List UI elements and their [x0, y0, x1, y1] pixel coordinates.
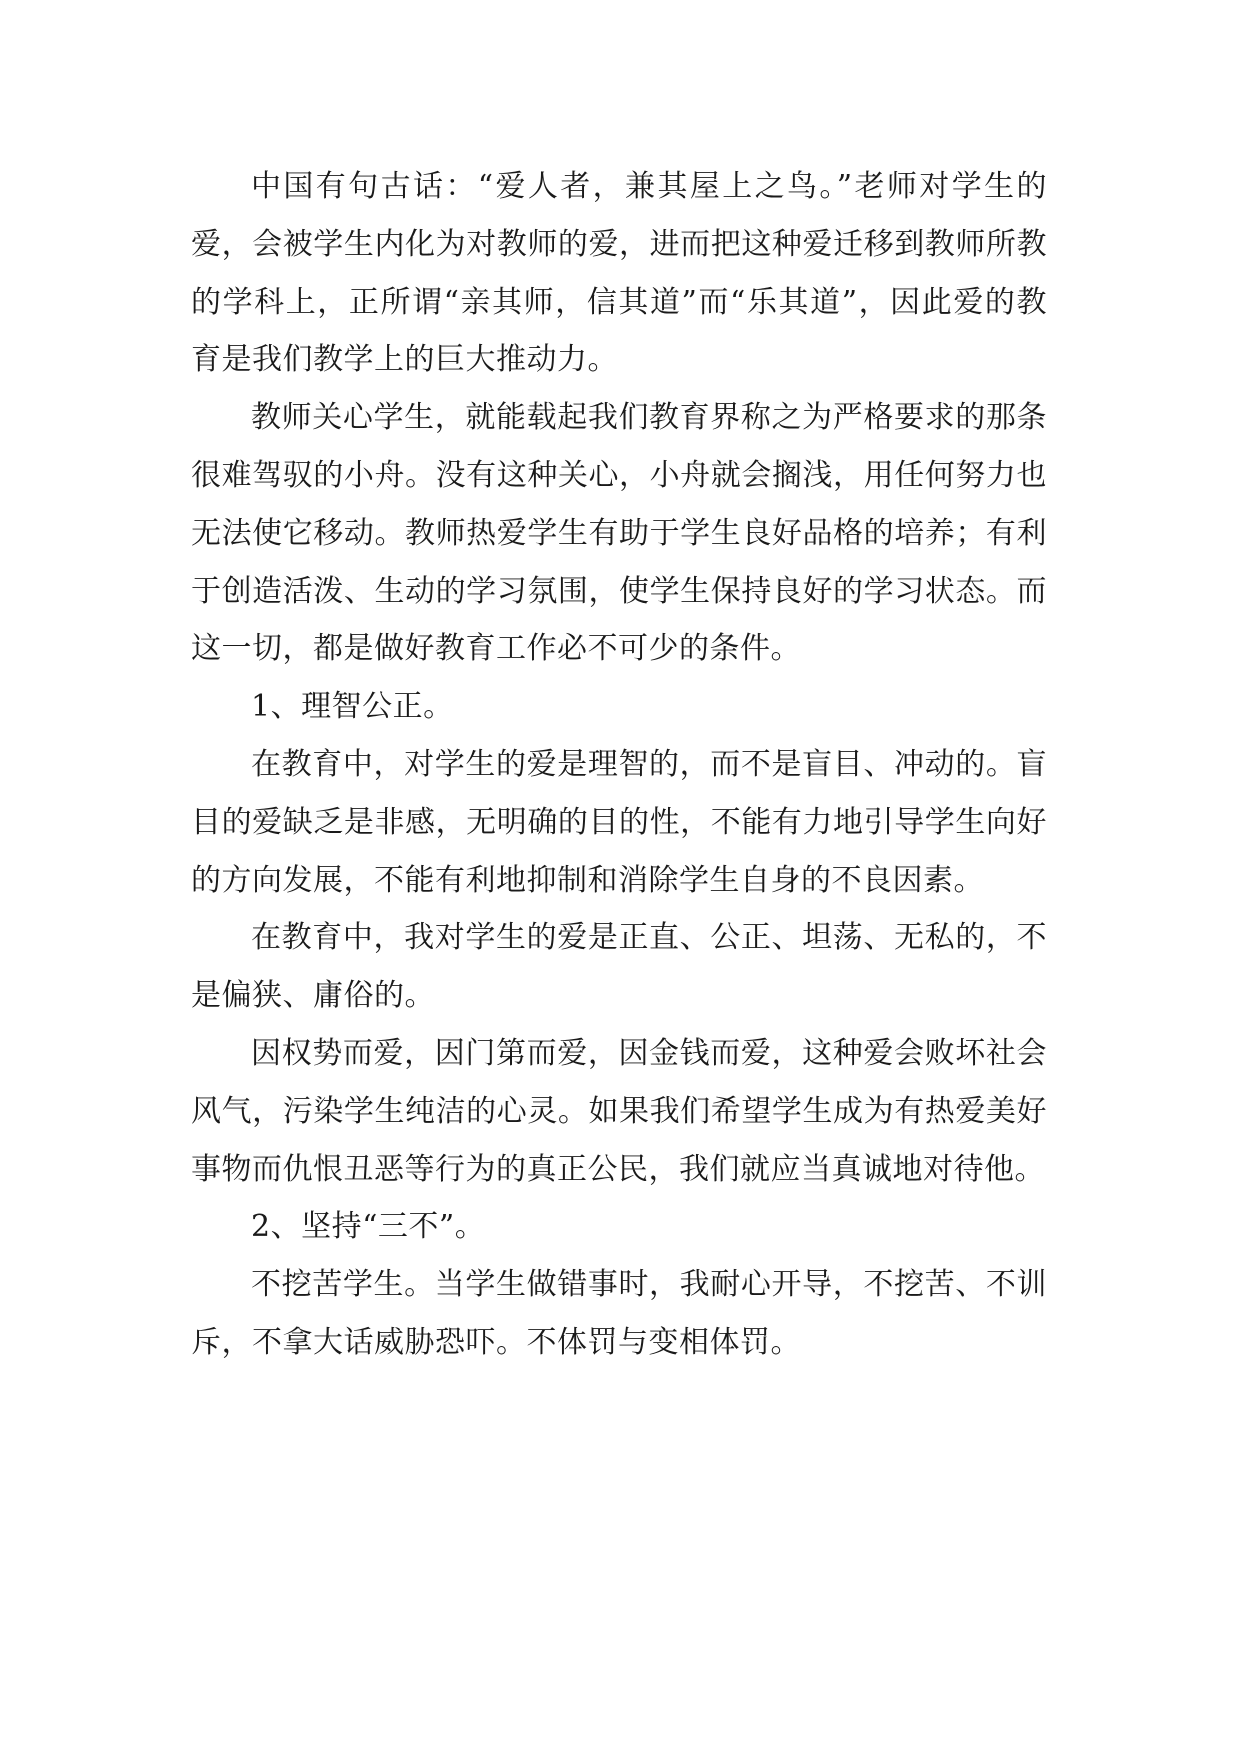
- paragraph-power-money: 因权势而爱，因门第而爱，因金钱而爱，这种爱会败坏社会风气，污染学生纯洁的心灵。如果我们希望学生成为有热爱美好事物而仇恨丑恶等行为的真正公民，我们就应当真诚地对待他。: [191, 1035, 1047, 1187]
- paragraph-proverb: 中国有句古话：“爱人者，兼其屋上之鸟。”老师对学生的爱，会被学生内化为对教师的爱，进而把这种爱迁移到教师所教的学科上，正所谓“亲其师，信其道”而“乐其道”，因此爱的教育是我们教学上的巨大推动力。: [191, 169, 1047, 378]
- paragraph-fair-love: 在教育中，我对学生的爱是正直、公正、坦荡、无私的，不是偏狭、庸俗的。: [191, 920, 1047, 1014]
- paragraph-no-mockery: 不挖苦学生。当学生做错事时，我耐心开导，不挖苦、不训斥，不拿大话威胁恐吓。不体罚与变相体罚。: [191, 1267, 1047, 1360]
- paragraph-rational-love: 在教育中，对学生的爱是理智的，而不是盲目、冲动的。盲目的爱缺乏是非感，无明确的目的性，不能有力地引导学生向好的方向发展，不能有利地抑制和消除学生自身的不良因素。: [191, 746, 1047, 898]
- heading-rational-fair: 1、理智公正。: [251, 689, 454, 725]
- paragraph-teacher-care: 教师关心学生，就能载起我们教育界称之为严格要求的那条很难驾驭的小舟。没有这种关心，小舟就会搁浅，用任何努力也无法使它移动。教师热爱学生有助于学生良好品格的培养；有利于创造活泼、生动的学习氛围，使学生保持良好的学习状态。而这一切，都是做好教育工作必不可少的条件。: [191, 400, 1047, 667]
- document-body: [191, 158, 1047, 1372]
- heading-three-nots: 2、坚持“三不”。: [251, 1209, 486, 1245]
